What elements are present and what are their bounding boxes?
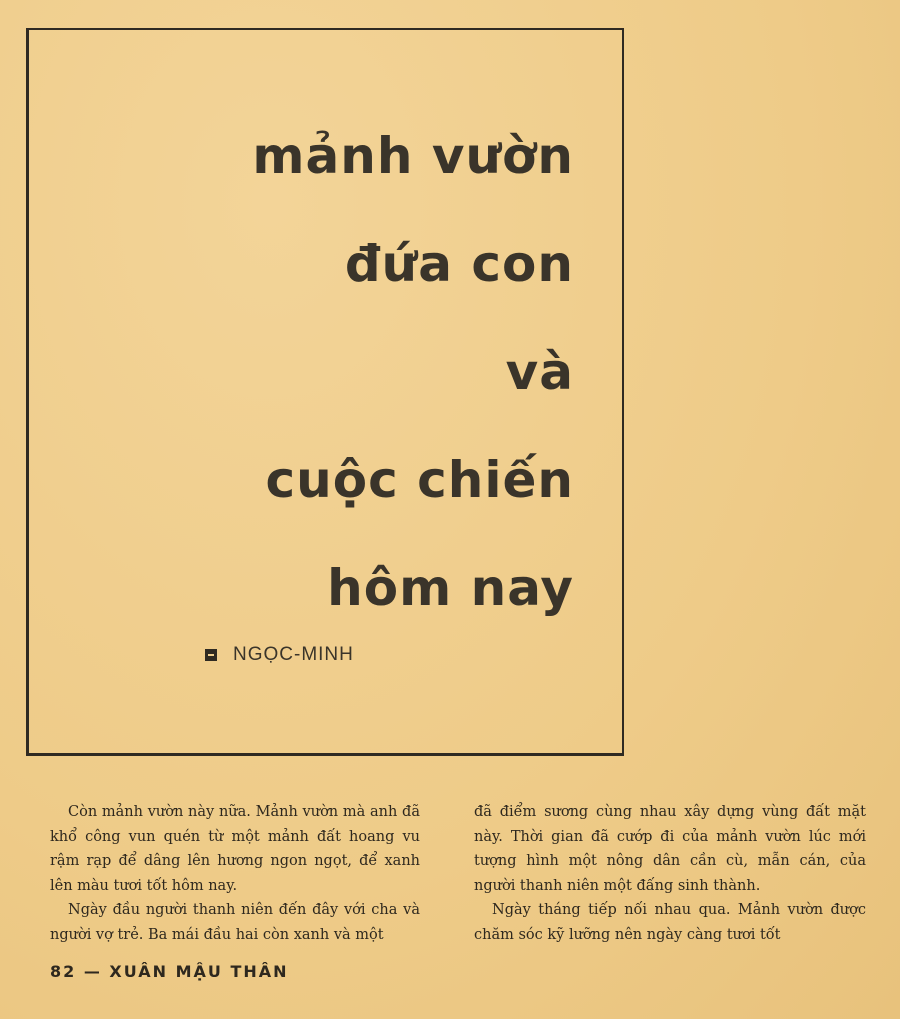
right-text-column (474, 800, 866, 947)
paragraph: Ngày đầu người thanh niên đến đây với cha và người vợ trẻ. Ba mái đầu hai còn xanh và một (50, 902, 420, 943)
article-title (252, 102, 574, 642)
author-byline (205, 644, 354, 666)
title-line: hôm nay (327, 559, 574, 617)
author-name: NGỌC-MINH (233, 644, 354, 665)
left-text-column (50, 800, 420, 947)
title-line: mảnh vườn (252, 127, 574, 185)
paragraph: Ngày tháng tiếp nối nhau qua. Mảnh vườn được chăm sóc kỹ lưỡng nên ngày càng tươi tốt (474, 902, 866, 943)
paragraph: đã điểm sương cùng nhau xây dựng vùng đất mặt này. Thời gian đã cướp đi của mảnh vườn lúc mới tượng hình một nông dân cần cù, mẫn cán, của người thanh niên một đấng sinh thành. (474, 804, 866, 894)
title-line: và (505, 343, 574, 401)
byline-bullet-icon (205, 649, 217, 661)
page-footer: 82 — XUÂN MẬU THÂN (50, 962, 289, 981)
title-line: đứa con (344, 235, 574, 293)
title-line: cuộc chiến (265, 451, 574, 509)
paragraph: Còn mảnh vườn này nữa. Mảnh vườn mà anh đã khổ công vun quén từ một mảnh đất hoang vu rậm rạp để dâng lên hương ngon ngọt, để xanh lên màu tươi tốt hôm nay. (50, 804, 420, 894)
